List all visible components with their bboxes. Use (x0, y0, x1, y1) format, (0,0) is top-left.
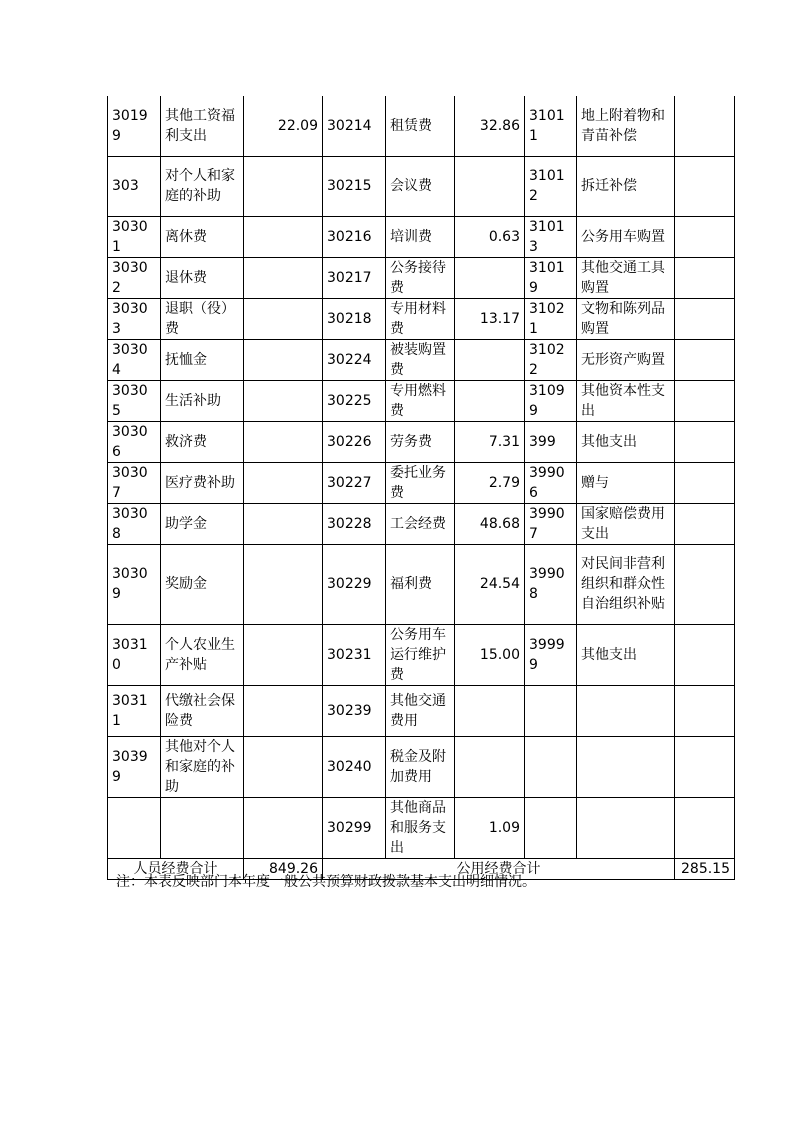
table-cell: 30225 (323, 380, 386, 421)
table-cell: 30302 (108, 257, 161, 298)
table-cell: 赠与 (577, 462, 675, 503)
table-cell (577, 685, 675, 736)
table-cell: 其他支出 (577, 421, 675, 462)
table-cell (525, 797, 577, 858)
table-cell: 15.00 (455, 624, 525, 685)
table-cell: 30308 (108, 503, 161, 544)
table-row (108, 624, 735, 685)
table-cell: 48.68 (455, 503, 525, 544)
table-cell: 30199 (108, 96, 161, 156)
table-cell (675, 257, 735, 298)
table-cell: 30301 (108, 216, 161, 257)
table-cell: 退休费 (161, 257, 244, 298)
table-cell: 30227 (323, 462, 386, 503)
table-cell: 30218 (323, 298, 386, 339)
table-cell: 32.86 (455, 96, 525, 156)
table-cell: 国家赔偿费用支出 (577, 503, 675, 544)
table-cell: 30305 (108, 380, 161, 421)
table-cell: 399 (525, 421, 577, 462)
table-cell (675, 736, 735, 797)
table-cell: 303 (108, 156, 161, 216)
table-cell: 奖励金 (161, 544, 244, 624)
table-cell: 公务用车运行维护费 (386, 624, 455, 685)
table-cell (455, 736, 525, 797)
table-cell: 公务用车购置 (577, 216, 675, 257)
table-cell: 39906 (525, 462, 577, 503)
table-cell (455, 339, 525, 380)
table-cell (244, 380, 323, 421)
table-cell (675, 380, 735, 421)
table-cell: 医疗费补助 (161, 462, 244, 503)
table-cell: 会议费 (386, 156, 455, 216)
table-cell: 专用燃料费 (386, 380, 455, 421)
table-cell: 31011 (525, 96, 577, 156)
table-cell (244, 462, 323, 503)
table-cell: 抚恤金 (161, 339, 244, 380)
table-cell: 7.31 (455, 421, 525, 462)
table-cell: 地上附着物和青苗补偿 (577, 96, 675, 156)
table-cell (675, 544, 735, 624)
table-cell: 39908 (525, 544, 577, 624)
table-cell (675, 624, 735, 685)
table-cell (675, 156, 735, 216)
table-cell: 其他交通费用 (386, 685, 455, 736)
table-cell (525, 685, 577, 736)
table-cell (577, 797, 675, 858)
table-cell: 培训费 (386, 216, 455, 257)
table-cell: 30214 (323, 96, 386, 156)
table-cell: 助学金 (161, 503, 244, 544)
public-total-value: 285.15 (675, 858, 735, 879)
table-cell: 公务接待费 (386, 257, 455, 298)
table-cell: 30216 (323, 216, 386, 257)
table-cell: 30299 (323, 797, 386, 858)
table-cell: 30226 (323, 421, 386, 462)
table-cell: 31022 (525, 339, 577, 380)
table-cell (525, 736, 577, 797)
table-cell: 租赁费 (386, 96, 455, 156)
table-cell (577, 736, 675, 797)
table-cell: 30228 (323, 503, 386, 544)
table-cell: 30307 (108, 462, 161, 503)
public-total-label: 公用经费合计 (323, 858, 675, 879)
table-row (108, 156, 735, 216)
table-row (108, 96, 735, 156)
table-cell: 对个人和家庭的补助 (161, 156, 244, 216)
table-cell: 被装购置费 (386, 339, 455, 380)
table-cell: 30217 (323, 257, 386, 298)
table-row (108, 544, 735, 624)
table-cell (244, 257, 323, 298)
table-row (108, 421, 735, 462)
table-cell (455, 685, 525, 736)
table-cell (675, 685, 735, 736)
table-cell (675, 216, 735, 257)
table-cell: 30306 (108, 421, 161, 462)
table-cell: 0.63 (455, 216, 525, 257)
table-row (108, 216, 735, 257)
table-cell (675, 421, 735, 462)
table-cell: 无形资产购置 (577, 339, 675, 380)
table-cell (675, 339, 735, 380)
table-cell: 30231 (323, 624, 386, 685)
table-cell: 其他交通工具购置 (577, 257, 675, 298)
table-cell: 其他资本性支出 (577, 380, 675, 421)
table-cell: 专用材料费 (386, 298, 455, 339)
table-cell (161, 797, 244, 858)
table-cell (675, 797, 735, 858)
table-cell (244, 216, 323, 257)
table-cell (244, 339, 323, 380)
table-cell (455, 156, 525, 216)
table-cell (675, 96, 735, 156)
table-cell: 工会经费 (386, 503, 455, 544)
table-cell: 其他商品和服务支出 (386, 797, 455, 858)
personnel-total-label: 人员经费合计 (108, 858, 244, 879)
table-cell (244, 624, 323, 685)
table-cell: 代缴社会保险费 (161, 685, 244, 736)
table-cell: 其他对个人和家庭的补助 (161, 736, 244, 797)
table-row (108, 462, 735, 503)
table-cell: 其他工资福利支出 (161, 96, 244, 156)
table-cell: 30224 (323, 339, 386, 380)
table-cell: 拆迁补偿 (577, 156, 675, 216)
table-cell (244, 503, 323, 544)
table-cell: 24.54 (455, 544, 525, 624)
table-cell: 生活补助 (161, 380, 244, 421)
table-cell (244, 298, 323, 339)
table-cell (244, 685, 323, 736)
table-cell: 劳务费 (386, 421, 455, 462)
table-cell: 文物和陈列品购置 (577, 298, 675, 339)
table-cell: 13.17 (455, 298, 525, 339)
table-cell: 30310 (108, 624, 161, 685)
table-row (108, 797, 735, 858)
table-cell: 22.09 (244, 96, 323, 156)
table-cell (244, 421, 323, 462)
table-cell (244, 797, 323, 858)
table-body (108, 96, 735, 879)
table-cell: 30304 (108, 339, 161, 380)
table-row (108, 685, 735, 736)
table-cell: 离休费 (161, 216, 244, 257)
table-cell: 退职（役）费 (161, 298, 244, 339)
table-cell: 福利费 (386, 544, 455, 624)
table-cell: 30309 (108, 544, 161, 624)
table-cell: 31012 (525, 156, 577, 216)
table-cell: 30303 (108, 298, 161, 339)
table-cell (244, 544, 323, 624)
table-cell: 30229 (323, 544, 386, 624)
table-cell: 个人农业生产补贴 (161, 624, 244, 685)
table-row (108, 380, 735, 421)
table-cell: 31019 (525, 257, 577, 298)
table-cell: 对民间非营利组织和群众性自治组织补贴 (577, 544, 675, 624)
table-row (108, 503, 735, 544)
table-cell (455, 380, 525, 421)
table-cell: 30240 (323, 736, 386, 797)
table-cell (108, 797, 161, 858)
table-cell: 30239 (323, 685, 386, 736)
table-footnote: 注：本表反映部门本年度一般公共预算财政拨款基本支出明细情况。 (116, 874, 536, 890)
table-cell (244, 156, 323, 216)
personnel-total-value: 849.26 (244, 858, 323, 879)
table-cell: 1.09 (455, 797, 525, 858)
table-cell: 其他支出 (577, 624, 675, 685)
expense-detail-table (107, 96, 735, 880)
table-cell: 30215 (323, 156, 386, 216)
table-cell: 30399 (108, 736, 161, 797)
table-cell: 2.79 (455, 462, 525, 503)
table-row (108, 298, 735, 339)
table-cell (675, 298, 735, 339)
table-cell: 救济费 (161, 421, 244, 462)
table-cell: 39999 (525, 624, 577, 685)
table-cell (455, 257, 525, 298)
table-cell: 30311 (108, 685, 161, 736)
table-cell: 委托业务费 (386, 462, 455, 503)
table-cell: 税金及附加费用 (386, 736, 455, 797)
table-row (108, 736, 735, 797)
table-cell: 31013 (525, 216, 577, 257)
table-cell (675, 462, 735, 503)
table-row (108, 257, 735, 298)
table-cell (675, 503, 735, 544)
table-row (108, 339, 735, 380)
table-cell (244, 736, 323, 797)
table-cell: 31099 (525, 380, 577, 421)
table-cell: 39907 (525, 503, 577, 544)
table-cell: 31021 (525, 298, 577, 339)
